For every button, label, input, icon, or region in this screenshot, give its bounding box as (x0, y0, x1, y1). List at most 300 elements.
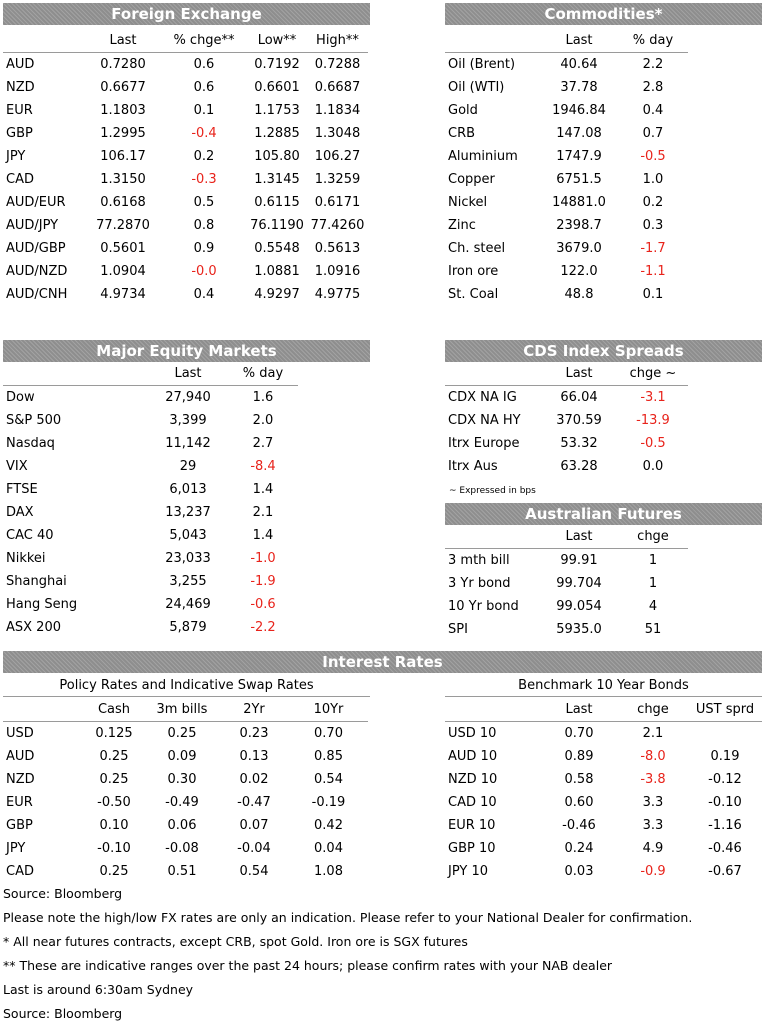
bond-row-label: EUR 10 (448, 818, 496, 833)
bond-row (445, 860, 762, 883)
fx-row (3, 122, 368, 145)
policy-rate-cell: 0.07 (239, 818, 269, 833)
fx-cell: 1.1834 (314, 103, 361, 118)
bond-column-header (445, 697, 540, 722)
futures-cell: 51 (644, 622, 662, 637)
policy-rate-row-label: CAD (6, 864, 34, 879)
equity-row-label: S&P 500 (6, 413, 62, 428)
policy-rates-table (3, 697, 368, 883)
policy-rate-cell: -0.04 (237, 841, 271, 856)
policy-rate-cell: 0.23 (239, 726, 269, 741)
fx-cell: -0.0 (191, 264, 217, 279)
policy-rate-cell: 0.125 (95, 726, 133, 741)
policy-rate-cell: 0.09 (167, 749, 197, 764)
fx-cell: 1.1803 (100, 103, 146, 118)
cds-row-label: CDX NA IG (448, 390, 517, 405)
policy-rate-cell: -0.50 (97, 795, 131, 810)
equity-row (3, 570, 298, 593)
benchmark-bonds-title: Benchmark 10 Year Bonds (445, 676, 762, 697)
note-line: Please note the high/low FX rates are only an indication. Please refer to your National Dealer for confirmation. (3, 910, 693, 925)
commodity-cell: 147.08 (556, 126, 602, 141)
equity-row (3, 455, 298, 478)
bond-cell: 0.24 (564, 841, 594, 856)
futures-cell: 5935.0 (556, 622, 602, 637)
fx-cell: 0.6687 (314, 80, 361, 95)
bond-cell: -0.9 (640, 864, 666, 879)
commodity-cell: 0.4 (642, 103, 664, 118)
policy-rate-cell: 0.10 (99, 818, 129, 833)
policy-rate-column-header: 3m bills (145, 697, 219, 722)
futures-header-row (445, 524, 688, 549)
futures-row-label: 10 Yr bond (448, 599, 519, 614)
cds-row-label: Itrx Europe (448, 436, 520, 451)
fx-cell: 106.27 (314, 149, 361, 164)
fx-row-label: AUD/CNH (6, 287, 68, 302)
bond-row-label: AUD 10 (448, 749, 498, 764)
fx-cell: 1.3259 (314, 172, 361, 187)
fx-row (3, 214, 368, 237)
equity-row (3, 616, 298, 639)
equity-row (3, 547, 298, 570)
commodity-row-label: Zinc (448, 218, 476, 233)
fx-column-header: Low** (247, 28, 307, 53)
interest-rates-header: Interest Rates (3, 651, 762, 673)
fx-cell: 0.5548 (254, 241, 300, 256)
policy-rate-row-label: GBP (6, 818, 33, 833)
policy-rate-row-label: JPY (6, 841, 26, 856)
fx-cell: 1.2885 (254, 126, 300, 141)
fx-column-header: High** (307, 28, 368, 53)
bond-row (445, 791, 762, 814)
equity-cell: 13,237 (165, 505, 211, 520)
policy-rate-cell: 0.30 (167, 772, 197, 787)
cds-header: CDS Index Spreads (445, 340, 762, 362)
commodity-row (445, 122, 688, 145)
commodity-row (445, 53, 688, 77)
equity-cell: 1.6 (252, 390, 274, 405)
note-line: * All near futures contracts, except CRB, spot Gold. Iron ore is SGX futures (3, 934, 468, 949)
commodity-row-label: CRB (448, 126, 476, 141)
policy-rate-cell: 0.04 (314, 841, 343, 856)
policy-rate-cell: 0.54 (239, 864, 269, 879)
commodity-cell: -0.5 (640, 149, 666, 164)
bond-cell: 3.3 (642, 795, 664, 810)
bond-cell: 0.58 (564, 772, 594, 787)
fx-row-label: EUR (6, 103, 33, 118)
futures-cell: 4 (648, 599, 658, 614)
fx-cell: 0.6 (193, 80, 215, 95)
policy-rate-column-header (3, 697, 83, 722)
commodity-row (445, 99, 688, 122)
cds-cell: 0.0 (642, 459, 664, 474)
policy-rate-row (3, 722, 368, 746)
fx-cell: 1.2995 (100, 126, 146, 141)
cds-row (445, 409, 688, 432)
futures-row (445, 595, 688, 618)
equity-row-label: DAX (6, 505, 34, 520)
equity-row (3, 501, 298, 524)
policy-rate-row (3, 745, 368, 768)
equity-cell: 29 (179, 459, 197, 474)
policy-rate-row-label: NZD (6, 772, 35, 787)
equity-cell: -2.2 (250, 620, 276, 635)
commodity-header-row (445, 28, 688, 53)
policy-rate-cell: 0.25 (99, 749, 129, 764)
equity-table (3, 361, 298, 639)
fx-cell: 0.6115 (254, 195, 300, 210)
bond-row-label: CAD 10 (448, 795, 497, 810)
commodity-cell: 3679.0 (556, 241, 602, 256)
fx-cell: 0.6677 (100, 80, 146, 95)
bond-cell: -0.46 (562, 818, 596, 833)
equity-cell: -1.9 (250, 574, 276, 589)
fx-cell: 106.17 (100, 149, 146, 164)
equity-row (3, 386, 298, 410)
bond-cell: 0.03 (564, 864, 594, 879)
futures-row (445, 549, 688, 573)
fx-cell: 0.6601 (254, 80, 300, 95)
policy-rate-cell: 0.06 (167, 818, 197, 833)
bond-cell: -0.12 (708, 772, 742, 787)
commodity-row (445, 76, 688, 99)
fx-cell: 77.2870 (96, 218, 150, 233)
futures-cell: 99.91 (560, 553, 598, 568)
commodity-row-label: Oil (WTI) (448, 80, 505, 95)
fx-table (3, 28, 368, 306)
equity-row-label: Nikkei (6, 551, 46, 566)
equity-cell: 1.4 (252, 528, 274, 543)
fx-cell: 1.3145 (254, 172, 300, 187)
note-line: Last is around 6:30am Sydney (3, 982, 194, 997)
bond-cell: -8.0 (640, 749, 666, 764)
commodity-row (445, 260, 688, 283)
fx-cell: 77.4260 (310, 218, 365, 233)
equity-cell: 23,033 (165, 551, 211, 566)
equity-row-label: CAC 40 (6, 528, 54, 543)
cds-cell: -13.9 (636, 413, 670, 428)
commodity-row-label: Iron ore (448, 264, 499, 279)
fx-cell: -0.4 (191, 126, 217, 141)
fx-header-row (3, 28, 368, 53)
fx-row (3, 260, 368, 283)
fx-cell: 0.6171 (314, 195, 361, 210)
commodities-table (445, 28, 688, 306)
commodity-row (445, 237, 688, 260)
commodity-row (445, 214, 688, 237)
policy-rate-cell: -0.47 (237, 795, 271, 810)
bond-cell: 0.19 (710, 749, 740, 764)
fx-cell: 0.4 (193, 287, 215, 302)
bond-cell: -1.16 (708, 818, 742, 833)
policy-rate-cell: 0.54 (314, 772, 343, 787)
commodity-cell: 14881.0 (552, 195, 606, 210)
policy-rate-row (3, 860, 368, 883)
commodity-cell: 0.1 (642, 287, 664, 302)
bond-column-header: UST sprd (688, 697, 762, 722)
fx-cell: 0.2 (193, 149, 215, 164)
policy-rate-cell: -0.10 (97, 841, 131, 856)
fx-column-header: Last (85, 28, 161, 53)
bond-row (445, 722, 762, 746)
fx-cell: 0.5601 (100, 241, 146, 256)
equity-row-label: Dow (6, 390, 35, 405)
fx-cell: 1.3048 (314, 126, 361, 141)
fx-cell: 0.7192 (254, 57, 300, 72)
equity-row-label: VIX (6, 459, 28, 474)
bond-header-row (445, 697, 762, 722)
fx-cell: 105.80 (254, 149, 300, 164)
commodity-cell: 48.8 (564, 287, 594, 302)
equity-row (3, 409, 298, 432)
equity-cell: 2.0 (252, 413, 274, 428)
commodity-cell: 0.2 (642, 195, 664, 210)
equity-cell: 2.1 (252, 505, 274, 520)
fx-cell: 1.3150 (100, 172, 146, 187)
bond-cell: -0.10 (708, 795, 742, 810)
policy-rate-cell: 0.70 (314, 726, 343, 741)
commodity-row (445, 168, 688, 191)
fx-cell: 0.6168 (100, 195, 146, 210)
fx-cell: 0.6 (193, 57, 215, 72)
equity-cell: 11,142 (165, 436, 211, 451)
policy-rate-row (3, 814, 368, 837)
bond-cell: -0.67 (708, 864, 742, 879)
policy-rate-row (3, 837, 368, 860)
futures-column-header: Last (540, 524, 618, 549)
fx-cell: 1.0916 (314, 264, 361, 279)
commodity-cell: 1747.9 (556, 149, 602, 164)
bond-cell: 4.9 (642, 841, 664, 856)
cds-column-header: chge ~ (618, 361, 688, 386)
policy-rate-row (3, 768, 368, 791)
commodity-cell: -1.1 (640, 264, 666, 279)
policy-rate-cell: 0.51 (167, 864, 197, 879)
fx-row-label: AUD/GBP (6, 241, 66, 256)
policy-rate-cell: -0.08 (165, 841, 199, 856)
cds-cell: -3.1 (640, 390, 666, 405)
policy-rate-cell: 1.08 (314, 864, 343, 879)
fx-row (3, 145, 368, 168)
note-line: ** These are indicative ranges over the past 24 hours; please confirm rates with your NAB dealer (3, 958, 613, 973)
commodity-row-label: Aluminium (448, 149, 518, 164)
fx-cell: 1.0904 (100, 264, 146, 279)
commodity-cell: -1.7 (640, 241, 666, 256)
cds-footnote: ~ Expressed in bps (449, 486, 536, 496)
bond-row (445, 814, 762, 837)
policy-rate-cell: 0.42 (314, 818, 343, 833)
equity-cell: 24,469 (165, 597, 211, 612)
commodity-cell: 6751.5 (556, 172, 602, 187)
equity-cell: 6,013 (169, 482, 207, 497)
cds-header-row (445, 361, 688, 386)
cds-column-header: Last (540, 361, 618, 386)
fx-cell: 4.9775 (314, 287, 361, 302)
fx-cell: 0.7280 (100, 57, 146, 72)
fx-header: Foreign Exchange (3, 3, 370, 25)
commodity-cell: 2.8 (642, 80, 664, 95)
equity-column-header: Last (148, 361, 228, 386)
commodities-header: Commodities* (445, 3, 762, 25)
bond-cell: 0.89 (564, 749, 594, 764)
policy-rate-cell: -0.49 (165, 795, 199, 810)
commodity-cell: 37.78 (560, 80, 598, 95)
futures-cell: 99.704 (556, 576, 602, 591)
bond-column-header: Last (540, 697, 618, 722)
equity-header: Major Equity Markets (3, 340, 370, 362)
commodity-cell: 122.0 (560, 264, 598, 279)
commodity-cell: 0.7 (642, 126, 664, 141)
bond-row-label: USD 10 (448, 726, 497, 741)
cds-column-header (445, 361, 540, 386)
equity-cell: 5,043 (169, 528, 207, 543)
bond-cell (688, 722, 762, 746)
fx-row (3, 53, 368, 77)
cds-row-label: Itrx Aus (448, 459, 498, 474)
equity-row-label: FTSE (6, 482, 38, 497)
fx-column-header: % chge** (161, 28, 247, 53)
equity-cell: 3,255 (169, 574, 207, 589)
policy-rate-row-label: USD (6, 726, 34, 741)
policy-rate-cell: 0.13 (239, 749, 269, 764)
commodity-cell: 1.0 (642, 172, 664, 187)
policy-rate-column-header: 10Yr (289, 697, 368, 722)
commodity-row (445, 283, 688, 306)
futures-column-header: chge (618, 524, 688, 549)
equity-row-label: Shanghai (6, 574, 67, 589)
fx-cell: 4.9734 (100, 287, 146, 302)
fx-cell: 1.0881 (254, 264, 300, 279)
bond-row (445, 768, 762, 791)
commodity-row-label: Ch. steel (448, 241, 506, 256)
cds-cell: 370.59 (556, 413, 602, 428)
equity-cell: -1.0 (250, 551, 276, 566)
fx-row (3, 237, 368, 260)
equity-row-label: Hang Seng (6, 597, 78, 612)
commodity-row-label: Oil (Brent) (448, 57, 516, 72)
bond-row-label: JPY 10 (448, 864, 489, 879)
bond-cell: 0.70 (564, 726, 594, 741)
fx-column-header (3, 28, 85, 53)
futures-cell: 1 (648, 576, 658, 591)
cds-cell: 66.04 (560, 390, 598, 405)
cds-cell: 63.28 (560, 459, 598, 474)
equity-row-label: Nasdaq (6, 436, 55, 451)
fx-row-label: AUD/NZD (6, 264, 68, 279)
commodity-column-header: % day (618, 28, 688, 53)
bond-cell: 0.60 (564, 795, 594, 810)
commodity-column-header (445, 28, 540, 53)
fx-row (3, 283, 368, 306)
futures-cell: 1 (648, 553, 658, 568)
commodity-row-label: Copper (448, 172, 495, 187)
fx-cell: 0.5613 (314, 241, 361, 256)
policy-rate-cell: 0.85 (314, 749, 343, 764)
cds-row (445, 455, 688, 478)
cds-row (445, 386, 688, 410)
equity-cell: -8.4 (250, 459, 276, 474)
bond-cell: -3.8 (640, 772, 666, 787)
fx-row-label: CAD (6, 172, 34, 187)
fx-row (3, 168, 368, 191)
policy-rates-title: Policy Rates and Indicative Swap Rates (3, 676, 370, 697)
policy-rate-column-header: 2Yr (219, 697, 289, 722)
equity-row (3, 478, 298, 501)
equity-column-header (3, 361, 148, 386)
bond-row (445, 837, 762, 860)
fx-cell: 0.1 (193, 103, 215, 118)
policy-rate-column-header: Cash (83, 697, 145, 722)
commodity-row-label: Gold (448, 103, 478, 118)
policy-rate-row-label: EUR (6, 795, 33, 810)
cds-cell: -0.5 (640, 436, 666, 451)
equity-cell: 27,940 (165, 390, 211, 405)
futures-row (445, 618, 688, 641)
commodity-cell: 1946.84 (552, 103, 606, 118)
equity-cell: 5,879 (169, 620, 207, 635)
commodity-row (445, 191, 688, 214)
fx-cell: 76.1190 (250, 218, 304, 233)
commodity-cell: 2398.7 (556, 218, 602, 233)
policy-rate-header-row (3, 697, 368, 722)
fx-cell: 0.5 (193, 195, 215, 210)
futures-row-label: SPI (448, 622, 468, 637)
equity-row (3, 593, 298, 616)
bond-row-label: NZD 10 (448, 772, 498, 787)
fx-row (3, 76, 368, 99)
equity-cell: -0.6 (250, 597, 276, 612)
cds-row-label: CDX NA HY (448, 413, 521, 428)
cds-cell: 53.32 (560, 436, 598, 451)
futures-header: Australian Futures (445, 503, 762, 525)
fx-cell: 4.9297 (254, 287, 300, 302)
commodity-column-header: Last (540, 28, 618, 53)
fx-row-label: NZD (6, 80, 35, 95)
fx-row-label: GBP (6, 126, 33, 141)
bond-row-label: GBP 10 (448, 841, 496, 856)
futures-row (445, 572, 688, 595)
commodity-row-label: Nickel (448, 195, 488, 210)
commodity-cell: 2.2 (642, 57, 664, 72)
equity-row-label: ASX 200 (6, 620, 61, 635)
commodity-row (445, 145, 688, 168)
commodity-cell: 0.3 (642, 218, 664, 233)
fx-cell: 0.8 (193, 218, 215, 233)
bond-cell: 3.3 (642, 818, 664, 833)
bond-cell: -0.46 (708, 841, 742, 856)
cds-row (445, 432, 688, 455)
policy-rate-cell: 0.25 (99, 864, 129, 879)
equity-cell: 1.4 (252, 482, 274, 497)
equity-cell: 3,399 (169, 413, 207, 428)
commodity-cell: 40.64 (560, 57, 598, 72)
policy-rate-row-label: AUD (6, 749, 35, 764)
fx-row-label: AUD (6, 57, 35, 72)
fx-cell: 0.7288 (314, 57, 361, 72)
fx-cell: -0.3 (191, 172, 217, 187)
note-line: Source: Bloomberg (3, 1006, 123, 1021)
fx-row-label: AUD/EUR (6, 195, 66, 210)
policy-rate-cell: -0.19 (311, 795, 346, 810)
policy-rate-row (3, 791, 368, 814)
policy-rate-cell: 0.25 (99, 772, 129, 787)
equity-row (3, 524, 298, 547)
commodity-row-label: St. Coal (448, 287, 499, 302)
policy-rate-cell: 0.02 (239, 772, 269, 787)
equity-cell: 2.7 (252, 436, 274, 451)
futures-cell: 99.054 (556, 599, 602, 614)
futures-row-label: 3 mth bill (448, 553, 510, 568)
policy-rate-cell: 0.25 (167, 726, 197, 741)
